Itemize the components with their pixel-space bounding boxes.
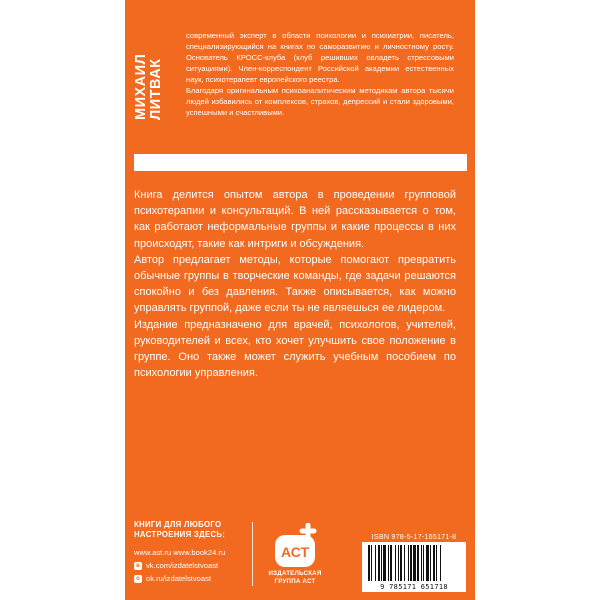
author-last-name: ЛИТВАК [148, 58, 164, 120]
ast-logo-icon [272, 523, 318, 569]
barcode-bar [368, 545, 370, 581]
barcode-digits: 9 785171 651718 [380, 583, 448, 591]
barcode-bar [375, 545, 376, 581]
author-name [134, 10, 164, 120]
ok-link[interactable] [134, 572, 225, 585]
ok-link-text: ok.ru/izdatelstvoast [146, 574, 211, 583]
description-paragraph: Книга делится опытом автора в проведении групповой психотерапии и консультаций. В ней рассказывается о том, как работают неформальные группы и какие процессы в них происходят, такие как интриги и обсуждения. [134, 189, 456, 250]
websites-link[interactable]: www.ast.ru www.book24.ru [134, 548, 226, 557]
bio-paragraph: Благодаря оригинальным психоаналитическим методикам автора тысячи людей избавились от комплексов, страхов, депрессий и стали здоровыми, успешными и счастливыми. [186, 86, 454, 117]
barcode-bar [408, 545, 409, 581]
description-paragraph: Издание предназначено для врачей, психологов, учителей, руководителей и всех, кто хочет улучшить свое положение в группе. Оно также может служить учебным пособием по психологии управления. [134, 318, 456, 380]
white-divider-bar [134, 154, 467, 171]
barcode-bar [378, 545, 380, 581]
barcode-bar [436, 545, 437, 581]
footer-title-line: КНИГИ ДЛЯ ЛЮБОГО [134, 520, 222, 529]
barcode-bar [426, 545, 429, 581]
barcode-bar [388, 545, 389, 581]
barcode-bar [404, 545, 405, 581]
barcode-bar [413, 545, 416, 581]
barcode-bar [400, 545, 402, 581]
barcode-bar [383, 545, 386, 581]
isbn-label: ISBN 978-5-17-165171-8 [371, 532, 457, 541]
author-bio [186, 30, 454, 118]
barcode-bar [371, 545, 372, 581]
bio-paragraph: современный эксперт в области психологии и психиатрии, писатель, специализирующийся на книгах по саморазвитию и личностному росту. Основатель КРОСС-клуба (клуб решивших овладеть стрессовыми ситуациями). Член-корреспондент Российской академии естественных наук, психотерапевт европейского реестра. [186, 31, 454, 84]
barcode [362, 542, 466, 592]
barcode-bar [390, 545, 392, 581]
author-first-name: МИХАИЛ [133, 53, 149, 120]
barcode-bar [421, 545, 422, 581]
ok-icon: о [134, 575, 142, 583]
vk-link-text: vk.com/izdatelstvoast [146, 561, 219, 570]
publisher-name [258, 570, 332, 586]
description-paragraph: Автор предлагает методы, которые помогают превратить обычные группы в творческие команды, где задачи решаются спокойно и без давления. Также описывается, как можно управлять группой, даже если ты не являешься ее лидером. [134, 253, 456, 315]
footer-title-line: НАСТРОЕНИЯ ЗДЕСЬ: [134, 530, 226, 539]
barcode-bar [410, 545, 412, 581]
barcode-bar [398, 545, 399, 581]
publisher-line: ИЗДАТЕЛЬСКАЯ [268, 570, 322, 577]
barcode-bar [417, 545, 419, 581]
footer-divider [252, 522, 253, 586]
barcode-bar [423, 545, 424, 581]
logo-text: АСТ [280, 544, 310, 560]
barcode-bars [368, 545, 460, 581]
barcode-bar [395, 545, 396, 581]
book-description [134, 187, 456, 381]
barcode-bar [433, 545, 435, 581]
vk-link[interactable] [134, 559, 225, 572]
barcode-bar [381, 545, 382, 581]
footer-links [134, 546, 225, 585]
publisher-line: ГРУППА АСТ [274, 578, 316, 585]
footer-title [134, 520, 225, 540]
barcode-bar [430, 545, 431, 581]
barcode-bar [440, 545, 441, 581]
vk-icon: в [134, 562, 142, 570]
